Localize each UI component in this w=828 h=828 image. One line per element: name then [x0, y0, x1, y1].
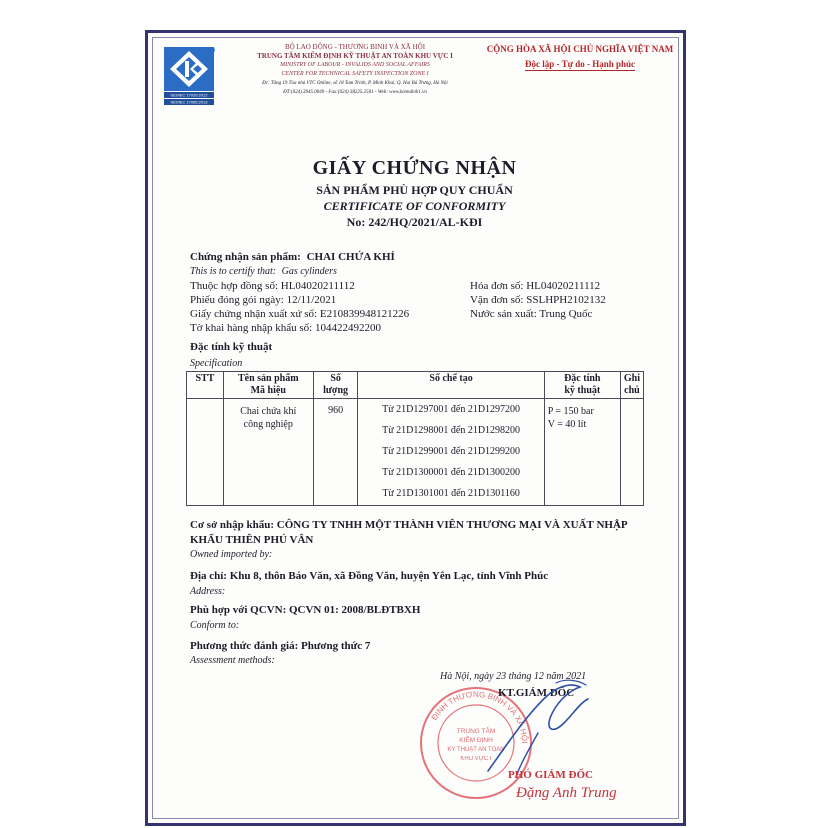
address-value: Khu 8, thôn Báo Văn, xã Đồng Văn, huyện Yên Lạc, tỉnh Vĩnh Phúc [229, 570, 549, 582]
table-header-row [187, 372, 644, 399]
stamp-line-2: KIỂM ĐỊNH [459, 737, 493, 744]
center-name: TRUNG TÂM KIỂM ĐỊNH KỸ THUẬT AN TOÀN KHU VỰC I [257, 52, 453, 60]
assessment-line [190, 640, 370, 652]
conform-line [190, 604, 420, 616]
table-row [187, 399, 644, 506]
center-contact: ĐT:(024).3945.0049 - Fax:(024) 38225.2501 - Web: www.kiemdinh1.vn [283, 90, 427, 95]
country-value: Trung Quốc [539, 308, 593, 320]
product-value: CHAI CHỨA KHÍ [306, 251, 395, 263]
invoice-label: Hóa đơn số: [470, 280, 524, 292]
place-date: Hà Nội, ngày 23 tháng 12 năm 2021 [440, 671, 587, 682]
product-label: Chứng nhận sản phẩm: [190, 251, 301, 263]
assessment-value: Phương thức 7 [300, 640, 371, 652]
stamp-line-4: KHU VỰC I [460, 756, 492, 762]
product-value-en: Gas cylinders [281, 266, 337, 277]
serial-range: Từ 21D1299001 đến 21D1299200 [382, 446, 521, 457]
importer-value-cont: KHẨU THIÊN PHÚ VÂN [190, 534, 314, 546]
center-logo [164, 47, 216, 105]
cell-note [620, 399, 643, 506]
cell-quantity: 960 [313, 399, 358, 506]
packing-line [190, 294, 336, 306]
importer-line [190, 519, 628, 531]
invoice-value: HL04020211112 [526, 280, 601, 292]
address-line [190, 570, 548, 582]
col-product-name: Tên sản phẩm Mã hiệu [223, 372, 313, 399]
importer-value: CÔNG TY TNHH MỘT THÀNH VIÊN THƯƠNG MẠI VÀ XUẤT NHẬP [276, 519, 628, 531]
conform-label-en: Conform to: [190, 620, 240, 631]
origin-cert-line [190, 308, 409, 320]
specification-table [186, 371, 644, 506]
conform-label: Phù hợp với QCVN: [190, 604, 287, 616]
country-line [470, 308, 592, 320]
cell-serials [358, 399, 544, 506]
serial-range: Từ 21D1300001 đến 21D1300200 [382, 467, 521, 478]
signer-title: PHÓ GIÁM ĐỐC [508, 769, 593, 781]
importer-label-en: Owned imported by: [190, 549, 273, 560]
national-header [478, 42, 682, 72]
packing-label: Phiếu đóng gói ngày: [190, 294, 284, 306]
certificate-number: No: 242/HQ/2021/AL-KĐI [346, 215, 483, 229]
customs-label: Tờ khai hàng nhập khẩu số: [190, 322, 313, 334]
address-label: Địa chỉ: [190, 570, 227, 582]
bill-line [470, 294, 606, 306]
contract-label: Thuộc hợp đồng số: [190, 280, 279, 292]
center-name-en: CENTER FOR TECHNICAL SAFETY INSPECTION ZONE I [281, 71, 429, 77]
handwritten-signature [468, 673, 598, 783]
ministry-name-en: MINISTRY OF LABOUR - INVALIDS AND SOCIAL AFFAIRS [280, 62, 430, 68]
col-serial: Số chế tạo [358, 372, 544, 399]
bill-value: SSLHPH2102132 [526, 294, 606, 306]
certificate-subtitle: SẢN PHẨM PHÙ HỢP QUY CHUẨN [316, 183, 513, 197]
ministry-name: BỘ LAO ĐỘNG - THƯƠNG BINH VÀ XÃ HỘI [284, 43, 426, 51]
serial-range: Từ 21D1301001 đến 21D1301160 [382, 488, 520, 499]
col-quantity: Số lượng [313, 372, 358, 399]
stamp-line-1: TRUNG TÂM [456, 728, 496, 735]
certificate-title: GIẤY CHỨNG NHẬN [312, 157, 517, 179]
signer-name: Đặng Anh Trung [516, 785, 617, 801]
serial-range: Từ 21D1297001 đến 21D1297200 [382, 404, 521, 415]
importer-label: Cơ sở nhập khẩu: [190, 519, 275, 531]
serial-range: Từ 21D1298001 đến 21D1298200 [382, 425, 521, 436]
iso-badge-1: ISO/IEC 17020:2012 [170, 92, 208, 98]
col-technical: Đặc tính kỹ thuật [544, 372, 620, 399]
certificate-title-en: CERTIFICATE OF CONFORMITY [323, 199, 506, 213]
assessment-label-en: Assessment methods: [190, 655, 275, 666]
col-note: Ghi chú [620, 372, 643, 399]
address-label-en: Address: [190, 586, 226, 597]
product-line [190, 251, 395, 263]
origin-cert-label: Giấy chứng nhận xuất xứ số: [190, 308, 318, 320]
spec-heading-en: Specification [190, 358, 243, 369]
product-line-en [190, 266, 337, 277]
customs-line [190, 322, 381, 334]
cell-technical: P = 150 bar V = 40 lít [544, 399, 620, 506]
spec-heading: Đặc tính kỹ thuật [190, 341, 273, 353]
center-address: Đc: Tầng 19 Tòa nhà VTC Online, số 18 Tam Trinh, P. Minh Khai, Q. Hai Bà Trưng, Hà Nội [262, 81, 448, 86]
certificate-document [145, 30, 686, 826]
packing-value: 12/11/2021 [286, 294, 337, 306]
product-label-en: This is to certify that: [190, 266, 277, 277]
cell-stt [187, 399, 224, 506]
stamp-line-3: KỸ THUẬT AN TOÀN [447, 747, 505, 753]
bill-label: Vận đơn số: [470, 294, 524, 306]
country-label: Nước sản xuất: [470, 308, 537, 320]
invoice-line [470, 280, 600, 292]
iso-badge-2: ISO/IEC 17065:2013 [170, 99, 208, 105]
republic-name: CỘNG HÒA XÃ HỘI CHỦ NGHĨA VIỆT NAM [486, 44, 674, 54]
contract-line [190, 280, 355, 292]
col-stt: STT [187, 372, 224, 399]
contract-value: HL04020211112 [280, 280, 355, 292]
assessment-label: Phương thức đánh giá: [190, 640, 299, 652]
cell-product-name: Chai chứa khí công nghiệp [223, 399, 313, 506]
stamp-ring-text: ĐỊNH THƯƠNG BINH VÀ XÃ HỘI [429, 689, 530, 744]
conform-value: QCVN 01: 2008/BLĐTBXH [288, 604, 421, 616]
origin-cert-value: E210839948121226 [319, 308, 410, 320]
customs-value: 104422492200 [314, 322, 381, 334]
on-behalf: KT.GIÁM ĐỐC [498, 687, 575, 699]
header-organization [220, 43, 490, 97]
national-motto: Độc lập - Tự do - Hạnh phúc [524, 59, 635, 69]
